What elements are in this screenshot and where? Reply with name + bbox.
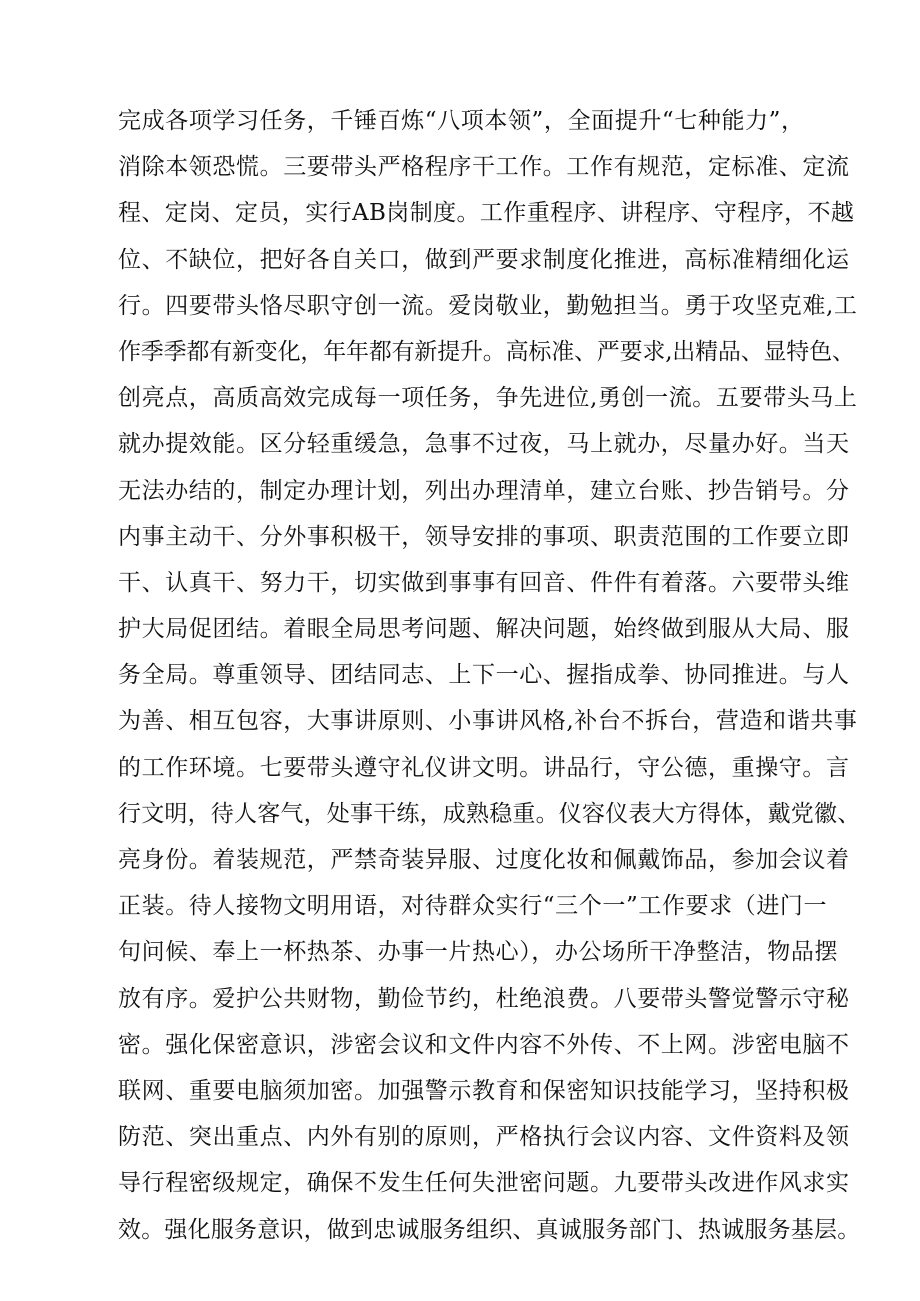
text-line-7: 创亮点，高质高效完成每一项任务，争先进位,勇创一流。五要带头马上 [118, 385, 858, 412]
text-line-6: 作季季都有新变化，年年都有新提升。高标准、严要求,出精品、显特色、 [118, 338, 855, 365]
body-paragraph [118, 98, 861, 1253]
text-line-14: 为善、相互包容，大事讲原则、小事讲风格,补台不拆台，营造和谐共事 [118, 708, 858, 735]
text-line-23: 防范、突出重点、内外有别的原则，严格执行会议内容、文件资料及领 [118, 1124, 850, 1151]
text-line-17: 亮身份。着装规范，严禁奇装异服、过度化妆和佩戴饰品，参加会议着 [118, 847, 850, 873]
text-line-1: 完成各项学习任务，千锤百炼“八项本领”，全面提升“七种能力”， [118, 108, 805, 134]
text-line-24: 导行程密级规定，确保不发生任何失泄密问题。九要带头改进作风求实 [118, 1170, 850, 1197]
text-line-13: 务全局。尊重领导、团结同志、上下一心、握指成拳、协同推进。与人 [118, 662, 850, 689]
text-line-11: 干、认真干、努力干，切实做到事事有回音、件件有着落。六要带头维 [118, 569, 850, 596]
text-line-16: 行文明，待人客气，处事干练，成熟稳重。仪容仪表大方得体，戴党徽、 [118, 800, 861, 827]
text-line-3: 程、定岗、定员，实行AB岗制度。工作重程序、讲程序、守程序，不越 [118, 200, 855, 227]
text-line-12: 护大局促团结。着眼全局思考问题、解决问题，始终做到服从大局、服 [118, 616, 850, 643]
text-line-19: 句问候、奉上一杯热茶、办事一片热心），办公场所干净整洁，物品摆 [118, 939, 839, 966]
text-line-10: 内事主动干、分外事积极干，领导安排的事项、职责范围的工作要立即 [118, 523, 850, 550]
text-line-18: 正装。待人接物文明用语，对待群众实行“三个一”工作要求（进门一 [118, 893, 828, 920]
text-line-2: 消除本领恐慌。三要带头严格程序干工作。工作有规范，定标准、定流 [118, 154, 850, 181]
text-line-5: 行。四要带头恪尽职守创一流。爱岗敬业，勤勉担当。勇于攻坚克难,工 [118, 292, 858, 319]
text-line-9: 无法办结的，制定办理计划，列出办理清单，建立台账、抄告销号。分 [118, 477, 850, 504]
text-line-22: 联网、重要电脑须加密。加强警示教育和保密知识技能学习，坚持积极 [118, 1077, 850, 1104]
text-line-21: 密。强化保密意识，涉密会议和文件内容不外传、不上网。涉密电脑不 [118, 1031, 850, 1058]
text-line-15: 的工作环境。七要带头遵守礼仪讲文明。讲品行，守公德，重操守。言 [118, 754, 850, 781]
text-line-8: 就办提效能。区分轻重缓急，急事不过夜，马上就办，尽量办好。当天 [118, 431, 850, 458]
text-line-25: 效。强化服务意识，做到忠诚服务组织、真诚服务部门、热诚服务基层。 [118, 1216, 861, 1243]
text-line-4: 位、不缺位，把好各自关口，做到严要求制度化推进，高标准精细化运 [118, 246, 850, 273]
text-line-20: 放有序。爱护公共财物，勤俭节约，杜绝浪费。八要带头警觉警示守秘 [118, 985, 850, 1012]
